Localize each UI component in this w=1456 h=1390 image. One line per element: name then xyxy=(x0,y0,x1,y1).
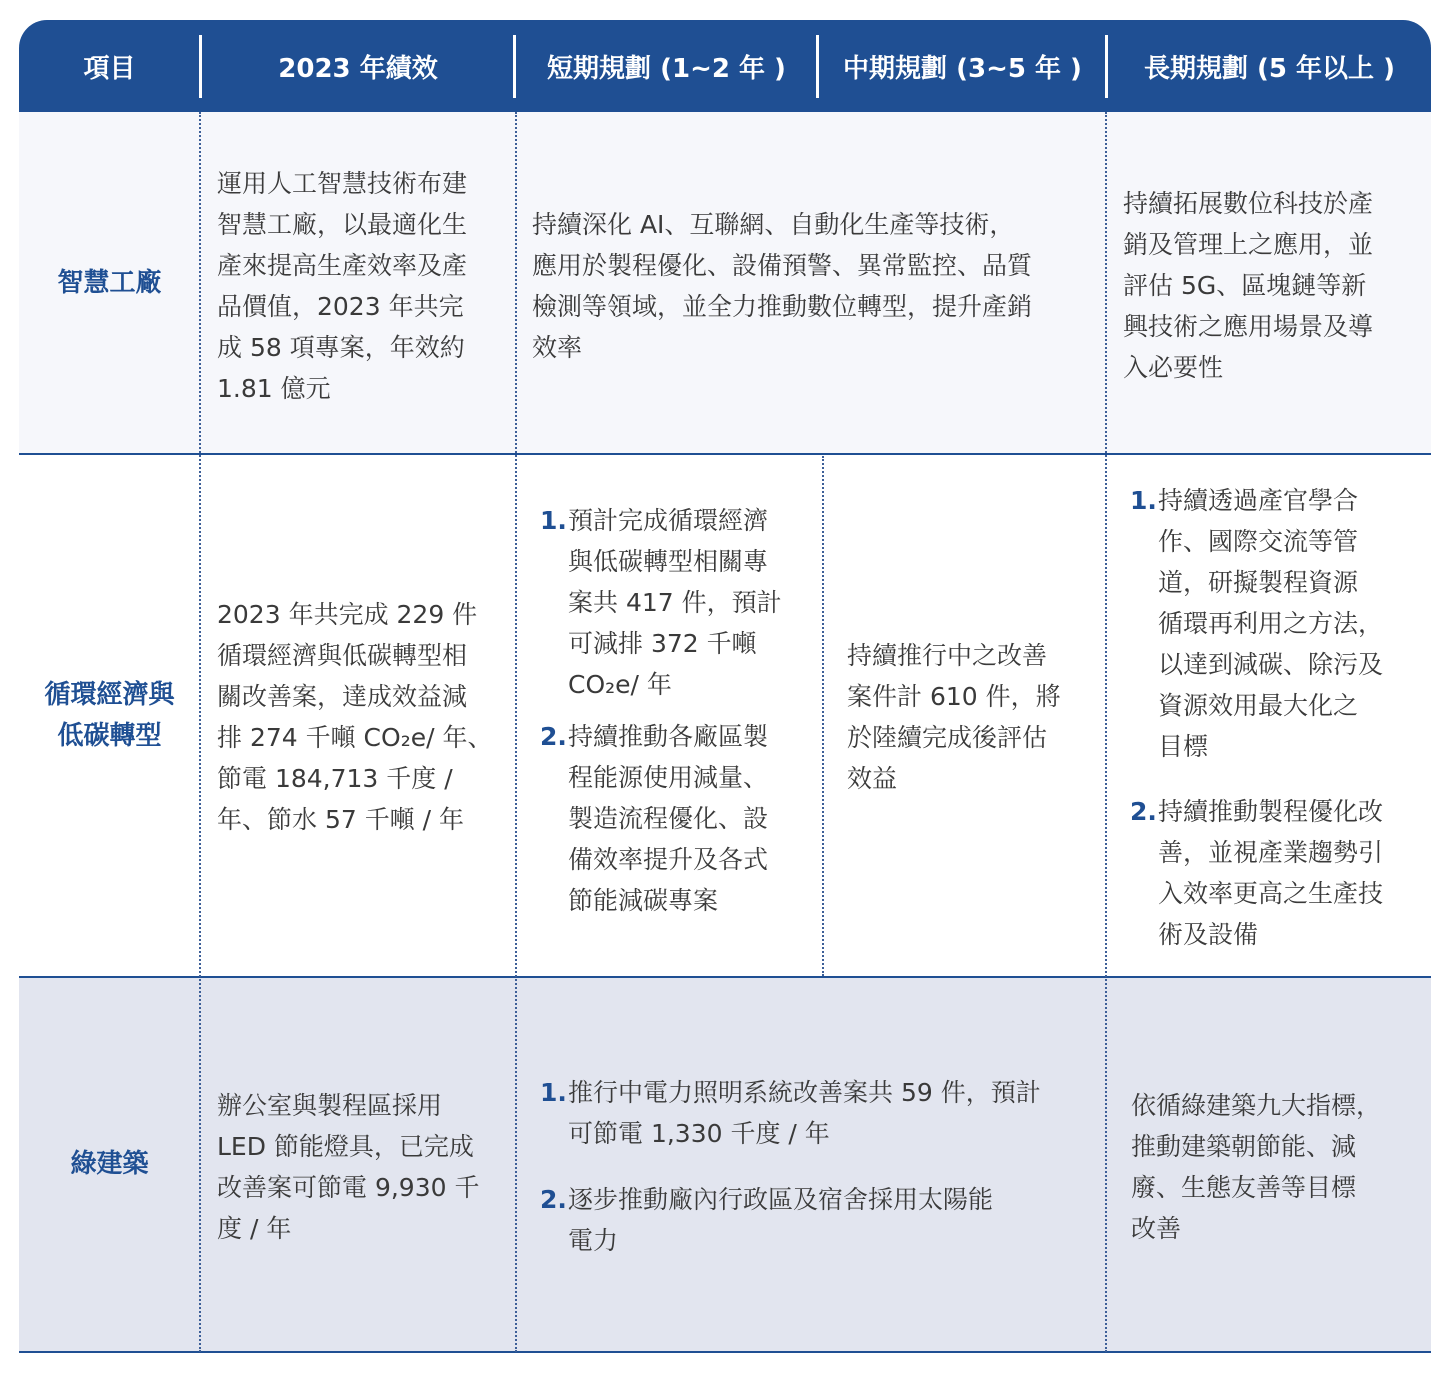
list-item xyxy=(540,1179,1100,1261)
text-line: 入必要性 xyxy=(1123,353,1224,382)
text-line: 道，研擬製程資源 xyxy=(1158,568,1359,597)
text-line: 效益 xyxy=(847,764,898,793)
text-line: 成 58 項專案，年效約 xyxy=(217,333,465,362)
list-item xyxy=(1130,791,1422,955)
text-line: 改善案可節電 9,930 千 xyxy=(217,1173,480,1202)
text-line: 目標 xyxy=(1158,732,1209,761)
text-line: 辦公室與製程區採用 xyxy=(217,1091,443,1120)
circular-economy-performance xyxy=(217,594,507,840)
smart-factory-short-mid-term xyxy=(532,204,1097,368)
item-number: 2. xyxy=(540,722,567,751)
text-line: 效率 xyxy=(532,333,583,362)
item-number: 1. xyxy=(540,1078,567,1107)
row-label-circular-economy xyxy=(19,454,200,977)
text-line: 持續推行中之改善 xyxy=(847,641,1048,670)
text-line: 年、節水 57 千噸 / 年 xyxy=(217,805,465,834)
text-line: 程能源使用減量、 xyxy=(568,763,769,792)
header-long-term: 長期規劃 (5 年以上 ) xyxy=(1143,53,1395,84)
text-line: 應用於製程優化、設備預警、異常監控、品質 xyxy=(532,251,1033,280)
column-divider xyxy=(822,456,824,976)
text-line: 興技術之應用場景及導 xyxy=(1123,312,1374,341)
text-line: 案共 417 件，預計 xyxy=(568,588,782,617)
row-divider xyxy=(19,1351,1431,1353)
text-line: 智慧工廠，以最適化生 xyxy=(217,210,468,239)
column-divider xyxy=(1105,112,1107,1352)
item-number: 1. xyxy=(540,506,567,535)
item-number: 1. xyxy=(1130,486,1157,515)
text-line: 節電 184,713 千度 / xyxy=(217,764,453,793)
text-line: 度 / 年 xyxy=(217,1214,292,1243)
text-line: 持續推動各廠區製 xyxy=(568,722,769,751)
text-line: 資源效用最大化之 xyxy=(1158,691,1359,720)
text-line: 入效率更高之生產技 xyxy=(1158,879,1384,908)
text-line: 製造流程優化、設 xyxy=(568,804,769,833)
text-line: 以達到減碳、除污及 xyxy=(1158,650,1384,679)
text-line: 與低碳轉型相關專 xyxy=(568,547,769,576)
green-building-long-term xyxy=(1131,1085,1423,1249)
text-line: 可減排 372 千噸 xyxy=(568,629,757,658)
text-line: 排 274 千噸 CO₂e/ 年、 xyxy=(217,723,493,752)
smart-factory-long-term xyxy=(1123,183,1419,388)
text-line: 持續深化 AI、互聯網、自動化生產等技術， xyxy=(532,210,1015,239)
text-line: 改善 xyxy=(1131,1214,1182,1243)
green-building-performance xyxy=(217,1085,507,1249)
sustainability-plan-table xyxy=(19,20,1431,1354)
text-line: 推行中電力照明系統改善案共 59 件，預計 xyxy=(568,1078,1041,1107)
row-divider xyxy=(19,453,1431,455)
item-number: 2. xyxy=(1130,797,1157,826)
row-label-smart-factory: 智慧工廠 xyxy=(57,267,162,298)
text-line: 持續推動製程優化改 xyxy=(1158,797,1384,826)
text-line: 逐步推動廠內行政區及宿舍採用太陽能 xyxy=(568,1185,994,1214)
text-line: CO₂e/ 年 xyxy=(568,670,672,699)
text-line: 持續拓展數位科技於產 xyxy=(1123,189,1374,218)
item-number: 2. xyxy=(540,1185,567,1214)
circular-economy-mid-term xyxy=(847,635,1099,799)
text-line: 電力 xyxy=(568,1226,619,1255)
column-divider xyxy=(515,112,517,1352)
text-line: 備效率提升及各式 xyxy=(568,845,769,874)
list-item xyxy=(540,500,816,705)
text-line: 作、國際交流等管 xyxy=(1158,527,1359,556)
text-line: 善，並視產業趨勢引 xyxy=(1158,838,1384,867)
header-short-term: 短期規劃 (1~2 年 ) xyxy=(547,53,786,84)
text-line: 運用人工智慧技術布建 xyxy=(217,169,468,198)
text-line: 節能減碳專案 xyxy=(568,886,719,915)
list-item xyxy=(540,716,816,921)
text-line: 品價值，2023 年共完 xyxy=(217,292,464,321)
text-line: 2023 年共完成 229 件 xyxy=(217,600,478,629)
label-line: 循環經濟與 xyxy=(44,679,175,710)
row-label-green-building: 綠建築 xyxy=(70,1149,149,1179)
header-item: 項目 xyxy=(83,53,136,84)
list-item xyxy=(540,1072,1100,1154)
circular-economy-long-term xyxy=(1130,480,1422,955)
text-line: 關改善案，達成效益減 xyxy=(217,682,468,711)
table-header xyxy=(19,20,1431,112)
circular-economy-short-term xyxy=(540,500,816,921)
text-line: 1.81 億元 xyxy=(217,374,331,403)
text-line: 檢測等領域，並全力推動數位轉型，提升產銷 xyxy=(532,292,1033,321)
label-line: 低碳轉型 xyxy=(57,720,162,751)
text-line: LED 節能燈具，已完成 xyxy=(217,1132,474,1161)
header-mid-term: 中期規劃 (3~5 年 ) xyxy=(843,53,1082,84)
text-line: 廢、生態友善等目標 xyxy=(1131,1173,1357,1202)
text-line: 推動建築朝節能、減 xyxy=(1131,1132,1357,1161)
text-line: 產來提高生產效率及產 xyxy=(217,251,468,280)
smart-factory-performance xyxy=(217,163,503,409)
text-line: 循環經濟與低碳轉型相 xyxy=(217,641,468,670)
text-line: 持續透過產官學合 xyxy=(1158,486,1359,515)
text-line: 依循綠建築九大指標， xyxy=(1131,1091,1382,1120)
text-line: 預計完成循環經濟 xyxy=(568,506,769,535)
text-line: 案件計 610 件，將 xyxy=(847,682,1061,711)
header-2023-performance: 2023 年績效 xyxy=(278,53,438,84)
text-line: 銷及管理上之應用，並 xyxy=(1123,230,1374,259)
row-divider xyxy=(19,976,1431,978)
green-building-short-mid-term xyxy=(540,1072,1100,1261)
list-item xyxy=(1130,480,1422,767)
text-line: 評估 5G、區塊鏈等新 xyxy=(1123,271,1367,300)
text-line: 循環再利用之方法， xyxy=(1158,609,1384,638)
text-line: 可節電 1,330 千度 / 年 xyxy=(568,1119,830,1148)
text-line: 術及設備 xyxy=(1158,920,1259,949)
text-line: 於陸續完成後評估 xyxy=(847,723,1048,752)
